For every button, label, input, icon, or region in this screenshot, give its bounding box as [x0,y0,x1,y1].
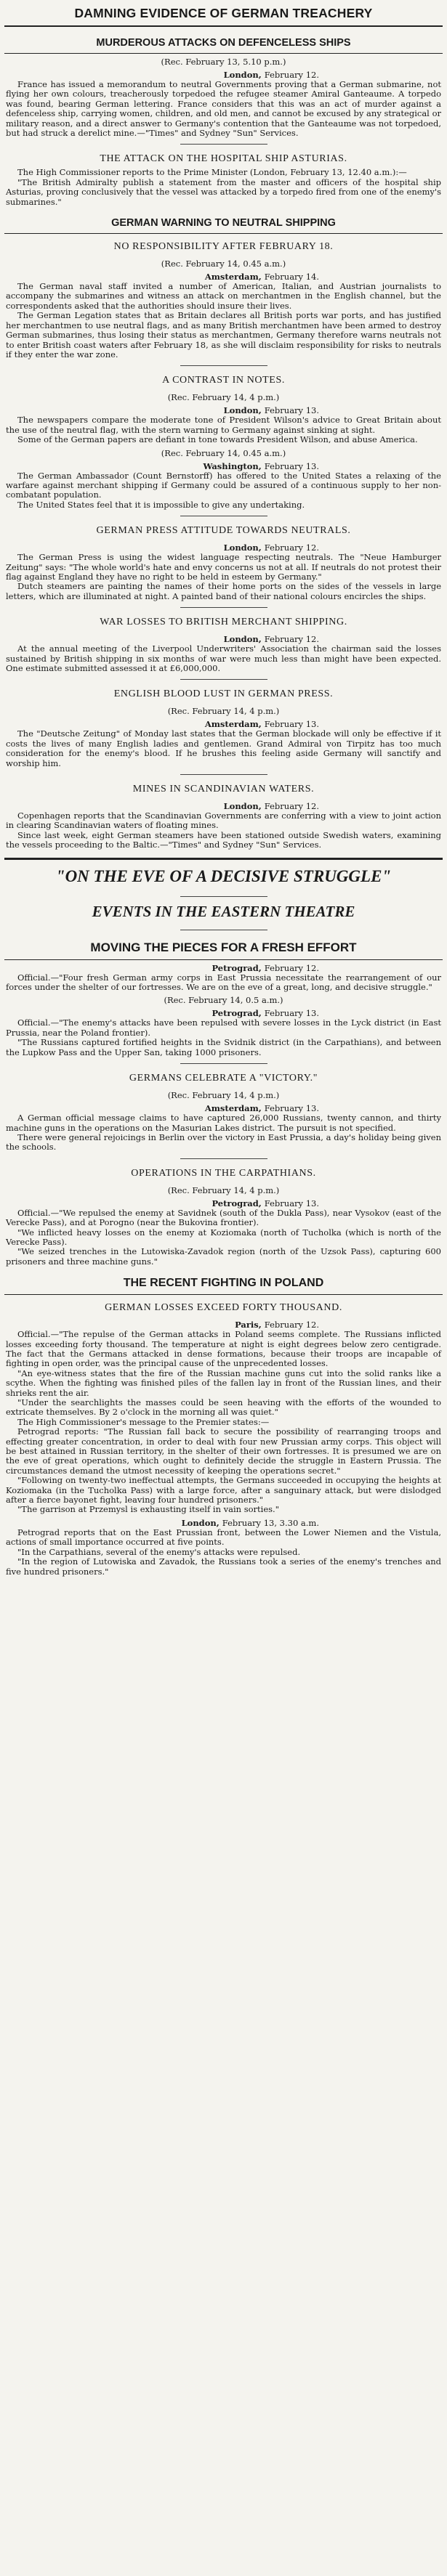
dateline-place: London, [223,70,262,80]
paragraph: "In the Carpathians, several of the enemy's attacks were repulsed. [17,1546,301,1557]
paragraph: "The garrison at Przemysl is exhausting itself in vain sorties." [17,1504,279,1515]
dateline [4,719,443,729]
paragraph: Official.—"Four fresh German army corps in East Prussia necessitate the rearrangement of our forces under the shelter of our fortresses. We are on the eve of a great, long, and decisive struggle." [6,972,441,993]
dateline-place: Amsterdam, [204,272,262,283]
divider [180,1158,267,1159]
dateline-place: Paris, [235,1320,262,1330]
article-asturias [4,144,443,207]
dateline [4,1518,443,1528]
paragraph: The German Press is using the widest language respecting neutrals. The "Neue Hamburger Zeitung" says: "The whole world's hate and envy concerns us not at all. If neutrals do not protest their flag against England they have no right to be held in esteem by Germany." [6,552,441,582]
paragraph: "We inflicted heavy losses on the enemy at Koziomaka (north of Tucholka (which is north of the Verecke Pass). [6,1227,441,1247]
section-heading: MOVING THE PIECES FOR A FRESH EFFORT [4,936,443,960]
received-line: (Rec. February 14, 4 p.m.) [167,1185,280,1195]
article-germans-celebrate [4,1063,443,1153]
paragraph: "We seized trenches in the Lutowiska-Zavadok region (north of the Uzsok Pass), capturing 600 prisoners and three machine guns." [6,1246,441,1267]
paragraph: A German official message claims to have captured 26,000 Russians, twenty cannon, and thirty machine guns in the operations on the Masurian Lakes district. The pursuit is not specified. [6,1113,441,1133]
dateline [4,1320,443,1330]
paragraph: "The Russians captured fortified heights in the Svidnik district (in the Carpathians), and between the Lupkow Pass and the Upper San, taking 1000 prisoners. [6,1037,441,1057]
article-carpathians [4,1158,443,1267]
section-heading: GERMAN PRESS ATTITUDE TOWARDS NEUTRALS. [96,525,351,537]
paragraph: The German Ambassador (Count Bernstorff) has offered to the United States a relaxing of the warfare against merchant shipping if Germany could be assured of a continuous supply to her non-combatant population. [6,470,441,500]
sub-heading: NO RESPONSIBILITY AFTER FEBRUARY 18. [113,241,334,253]
paragraph: The newspapers compare the moderate tone of President Wilson's advice to Great Britain about the use of the neutral flag, with the stern warning to Germany against sinking at sight. [6,415,441,435]
dateline-date: February 12. [264,634,319,645]
dateline-date: February 13. [264,1008,319,1019]
paragraph: France has issued a memorandum to neutral Governments proving that a German submarine, not flying her own colours, treacherously torpedoed the refugee steamer Amiral Ganteaume. A torpedo was found, bearing German lettering. France considers that this was an act of murder against a defenceless ship, carrying women, children, and old men, and cannot be excused by any strategical or military reason, and a direct answer to Germany's contention that the Ganteaume was not torpedoed, but had struck a derelict mine.—"Times" and Sydney "Sun" Services. [6,79,441,139]
received-line: (Rec. February 13, 5.10 p.m.) [161,57,286,67]
paragraph: At the annual meeting of the Liverpool Underwriters' Association the chairman said the losses sustained by British shipping in six months of war were much less than might have been expected. One estimate submitted assessed it at £6,000,000. [6,643,441,673]
dateline-date: February 12. [264,801,319,812]
section-heading: OPERATIONS IN THE CARPATHIANS. [131,1167,316,1179]
eastern-theatre-block [4,858,443,1057]
paragraph: The High Commissioner's message to the Premier states:— [17,1416,270,1427]
article-murderous-attacks [4,33,443,138]
dateline-date: February 13. [264,405,319,416]
paragraph: The United States feel that it is impossible to give any undertaking. [17,499,305,510]
dateline-date: February 12. [264,1320,319,1330]
divider [180,365,267,366]
article-contrast-notes [4,365,443,510]
dateline-place: Amsterdam, [204,1103,262,1114]
sub-heading: GERMAN LOSSES EXCEED FORTY THOUSAND. [105,1302,342,1314]
section-heading: THE RECENT FIGHTING IN POLAND [4,1272,443,1295]
paragraph: "Under the searchlights the masses could be seen heaving with the efforts of the wounded to extricate themselves. By 2 o'clock in the morning all was quiet." [6,1397,441,1418]
dateline-date: February 13. [264,460,319,471]
paragraph: Official.—"We repulsed the enemy at Savidnek (south of the Dukla Pass), near Vysokov (east of the Verecke Pass), and at Porogno (near the Bukovina frontier). [6,1207,441,1228]
received-line: (Rec. February 14, 4 p.m.) [167,1090,280,1101]
article-scandinavian-mines [4,774,443,850]
dateline-place: Washington, [203,460,262,471]
divider [180,896,267,897]
paragraph: Dutch steamers are painting the names of their home ports on the sides of the vessels in large letters, which are illuminated at night. A painted band of their national colours encircles the ships. [6,581,441,601]
dateline [4,272,443,282]
dateline-place: London, [223,634,262,645]
dateline-place: London, [223,405,262,416]
paragraph: Official.—"The repulse of the German attacks in Poland seems complete. The Russians inflicted losses exceeding forty thousand. The temperature at night is eight degrees below zero centigrade. The fact that the Germans attacked in dense formations, because their troops are incapable of fighting in open order, was the principal cause of the unprecedented losses. [6,1329,441,1369]
paragraph: Some of the German papers are defiant in tone towards President Wilson, and abuse America. [17,434,418,445]
dateline-place: Petrograd, [212,1008,262,1019]
received-line: (Rec. February 14, 0.45 a.m.) [161,447,286,458]
dateline-place: Petrograd, [212,962,262,973]
dateline [4,405,443,415]
sub-headline: EVENTS IN THE EASTERN THEATRE [92,902,355,920]
paragraph: "An eye-witness states that the fire of the Russian machine guns cut into the solid ranks like a scythe. When the fighting was finished piles of the fallen lay in front of the Russian lines, and their shrieks rent the air. [6,1368,441,1398]
dateline [4,70,443,80]
paragraph: "Following on twenty-two ineffectual attempts, the Germans succeeded in occupying the heights at Koziomaka (in the Tucholka Pass) with a large force, after a sanguinary attack, but were dislodged after a fierce bayonet fight, leaving four hundred prisoners." [6,1475,441,1506]
dateline [4,1103,443,1113]
big-headline: "ON THE EVE OF A DECISIVE STRUGGLE" [4,858,443,890]
article-press-attitude [4,516,443,601]
divider [180,607,267,608]
article-neutral-warning [4,213,443,359]
paragraph: The High Commissioner reports to the Prime Minister (London, February 13, 12.40 a.m.):— [17,167,407,178]
paragraph: The "Deutsche Zeitung" of Monday last states that the German blockade will only be effective if it costs the lives of many English ladies and gentlemen. Grand Admiral von Tirpitz has too much consideration for the enemy's blood. If he brushes this feeling aside Germany will sanctify and worship him. [6,728,441,768]
article-war-losses [4,607,443,673]
dateline [4,963,443,973]
dateline-date: February 13, 3.30 a.m. [222,1517,319,1528]
section-heading: GERMAN WARNING TO NEUTRAL SHIPPING [4,213,443,234]
paragraph: There were general rejoicings in Berlin over the victory in East Prussia, a day's holiday being given the schools. [6,1131,441,1153]
section-heading: GERMANS CELEBRATE A "VICTORY." [129,1073,318,1084]
paragraph: Official.—"The enemy's attacks have been repulsed with severe losses in the Lyck district (in East Prussia, near the Poland frontier). [6,1017,441,1038]
paragraph: Petrograd reports that on the East Prussian front, between the Lower Niemen and the Vistula, actions of small importance occurred at five points. [6,1527,441,1548]
dateline-place: London, [223,801,262,812]
dateline-date: February 12. [264,543,319,553]
dateline-place: Amsterdam, [204,719,262,730]
dateline-place: Petrograd, [212,1198,262,1208]
section-heading: THE ATTACK ON THE HOSPITAL SHIP ASTURIAS. [100,153,347,165]
received-line: (Rec. February 14, 0.45 a.m.) [161,259,286,269]
paragraph: The German naval staff invited a number of American, Italian, and Austrian journalists to accompany the submarines and witness an attack on merchantmen in the English channel, but the correspondents asked that the authorities should insure their lives. [6,281,441,311]
article-poland [4,1272,443,1577]
dateline [4,461,443,471]
dateline [4,801,443,811]
dateline-date: February 12. [264,70,319,80]
dateline [4,543,443,553]
paragraph: Since last week, eight German steamers have been stationed outside Swedish waters, examining the vessels proceeding to the Baltic.—"Times" and Sydney "Sun" Services. [6,829,441,850]
divider [180,1063,267,1064]
paragraph: Petrograd reports: "The Russian fall back to secure the possibility of rearranging troops and effecting greater concentration, in order to deal with four new Prussian army corps. This object will be best attained in Russian territory, in the shelter of their own fortresses. It is presumed we are on the eve of great operations, which ought to definitely decide the struggle in Eastern Prussia. The circumstances demand the utmost necessity of keeping the operations secret." [6,1426,441,1476]
divider [180,144,267,145]
dateline-date: February 13. [264,1198,319,1208]
dateline [4,1198,443,1208]
main-headline: DAMNING EVIDENCE OF GERMAN TREACHERY [4,3,443,27]
paragraph: Copenhagen reports that the Scandinavian Governments are conferring with a view to joint action in clearing Scandinavian waters of floating mines. [6,810,441,831]
paragraph: The German Legation states that as Britain declares all British ports war ports, and has justified her merchantmen to use neutral flags, and as many British merchantmen have been armed to destroy German submarines, thus losing their status as merchantmen, Germany therefore warns neutrals not to enter British coast waters after February 18, as she will disclaim responsibility for risks to neutrals if they enter the war zone. [6,310,441,359]
divider [180,774,267,775]
article-blood-lust [4,679,443,768]
divider [180,679,267,680]
paragraph: "In the region of Lutowiska and Zavadok, the Russians took a series of the enemy's trenches and five hundred prisoners." [6,1556,441,1577]
received-line: (Rec. February 14, 4 p.m.) [167,706,280,717]
received-line: (Rec. February 14, 0.5 a.m.) [164,995,283,1006]
section-heading: A CONTRAST IN NOTES. [162,375,285,386]
dateline [4,1008,443,1018]
dateline-date: February 13. [264,1103,319,1114]
section-heading: WAR LOSSES TO BRITISH MERCHANT SHIPPING. [100,617,347,628]
section-heading: ENGLISH BLOOD LUST IN GERMAN PRESS. [113,688,334,700]
paragraph: "The British Admiralty publish a statement from the master and officers of the hospital ship Asturias, proving conclusively that the vessel was attacked by a torpedo fired from one of the enemy's submarines." [6,176,441,207]
dateline-place: London, [223,543,262,553]
dateline-date: February 13. [264,719,319,730]
dateline-date: February 14. [264,272,319,283]
dateline-place: London, [181,1517,220,1528]
newspaper-page [4,0,443,1577]
dateline-date: February 12. [264,962,319,973]
section-heading: MURDEROUS ATTACKS ON DEFENCELESS SHIPS [4,33,443,54]
received-line: (Rec. February 14, 4 p.m.) [167,392,280,403]
dateline [4,634,443,644]
section-heading: MINES IN SCANDINAVIAN WATERS. [132,784,315,795]
